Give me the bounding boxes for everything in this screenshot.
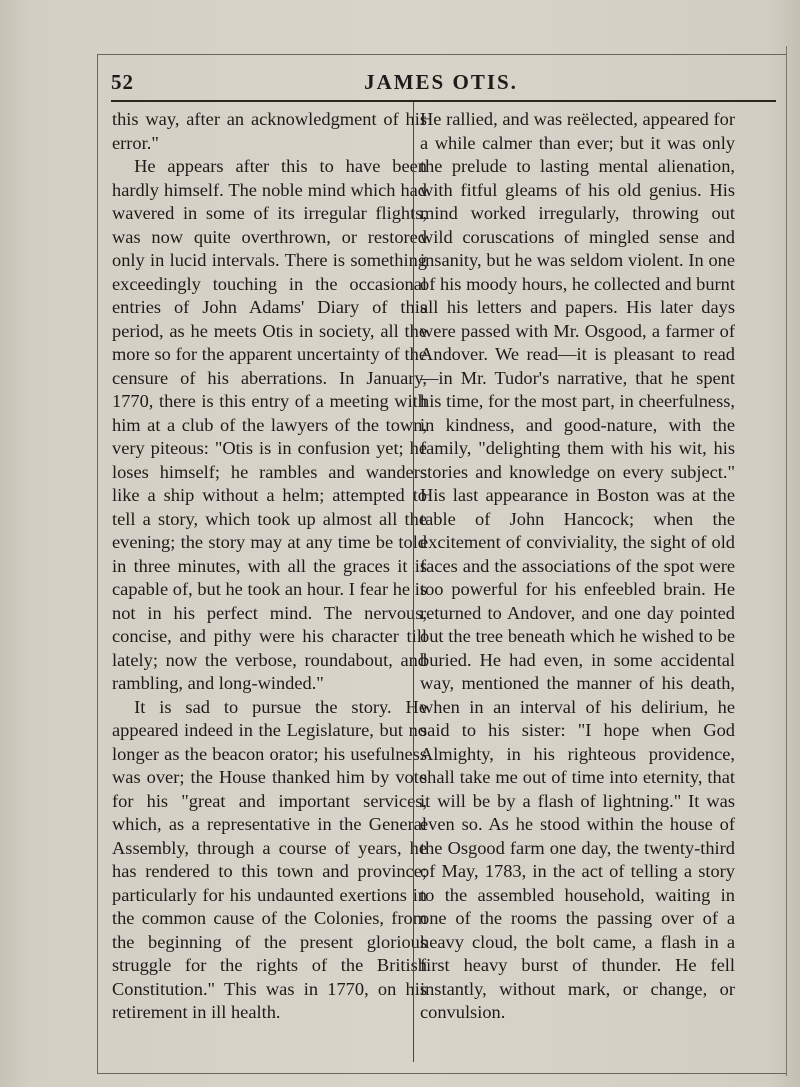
header-rule <box>111 100 776 102</box>
page-frame-bottom <box>97 1073 787 1074</box>
paragraph: He appears after this to have been hardly himself. The noble mind which had wavered in some of its irregular flights, was now quite overthrown, or restored only in lucid intervals. There is something exceedingly touching in the occasional entries of John Adams' Diary of this period, as he meets Otis in society, all the more so for the apparent uncertainty of the censure of his aberrations. In January, 1770, there is this entry of a meeting with him at a club of the lawyers of the town, very piteous: "Otis is in confusion yet; he loses himself; he rambles and wanders like a ship without a helm; attempted to tell a story, which took up almost all the evening; the story may at any time be told in three minutes, with all the graces it is capable of, but he took an hour. I fear he is not in his perfect mind. The nervous, concise, and pithy were his character till lately; now the verbose, roundabout, and rambling, and long-winded." <box>112 156 427 693</box>
page-frame-top <box>97 54 787 55</box>
page-frame-left <box>97 54 98 1074</box>
paragraph: this way, after an acknowledgment of his error." <box>112 109 427 153</box>
right-column <box>420 108 735 1025</box>
page-header <box>111 70 771 100</box>
paragraph: He rallied, and was reëlected, appeared for a while calmer than ever; but it was only the prelude to lasting mental alienation, with fitful gleams of his old genius. His mind worked irregularly, throwing out wild coruscations of mingled sense and insanity, but he was seldom violent. In one of his moody hours, he collected and burnt all his letters and papers. His later days were passed with Mr. Osgood, a farmer of Andover. We read—it is pleasant to read—in Mr. Tudor's narrative, that he spent his time, for the most part, in cheerfulness, in kindness, and good-nature, with the family, "delighting them with his wit, his stories and knowledge on every subject." His last appearance in Boston was at the table of John Hancock; when the excitement of conviviality, the sight of old faces and the associations of the spot were too powerful for his enfeebled brain. He returned to Andover, and one day pointed out the tree beneath which he wished to be buried. He had even, in some accidental way, mentioned the manner of his death, when in an interval of his delirium, he said to his sister: "I hope when God Almighty, in his righteous providence, shall take me out of time into eternity, that it will be by a flash of lightning." It was even so. As he stood within the house of the Osgood farm one day, the twenty-third of May, 1783, in the act of telling a story to the assembled household, waiting in one of the rooms the passing over of a heavy cloud, the bolt came, a flash in a first heavy burst of thunder. He fell instantly, without mark, or change, or convulsion. <box>420 109 735 1022</box>
paragraph: It is sad to pursue the story. He appeared indeed in the Legislature, but no longer as the beacon orator; his usefulness was over; the House thanked him by vote for his "great and important services, which, as a representative in the General Assembly, through a course of years, he has rendered to this town and province; particularly for his undaunted exertions in the common cause of the Colonies, from the beginning of the present glorious struggle for the rights of the British Constitution." This was in 1770, on his retirement in ill health. <box>112 696 427 1022</box>
column-divider <box>413 102 414 1062</box>
running-head: JAMES OTIS. <box>364 70 518 94</box>
page-frame-right <box>786 46 787 1076</box>
left-column <box>112 108 427 1025</box>
page-number: 52 <box>111 70 134 94</box>
